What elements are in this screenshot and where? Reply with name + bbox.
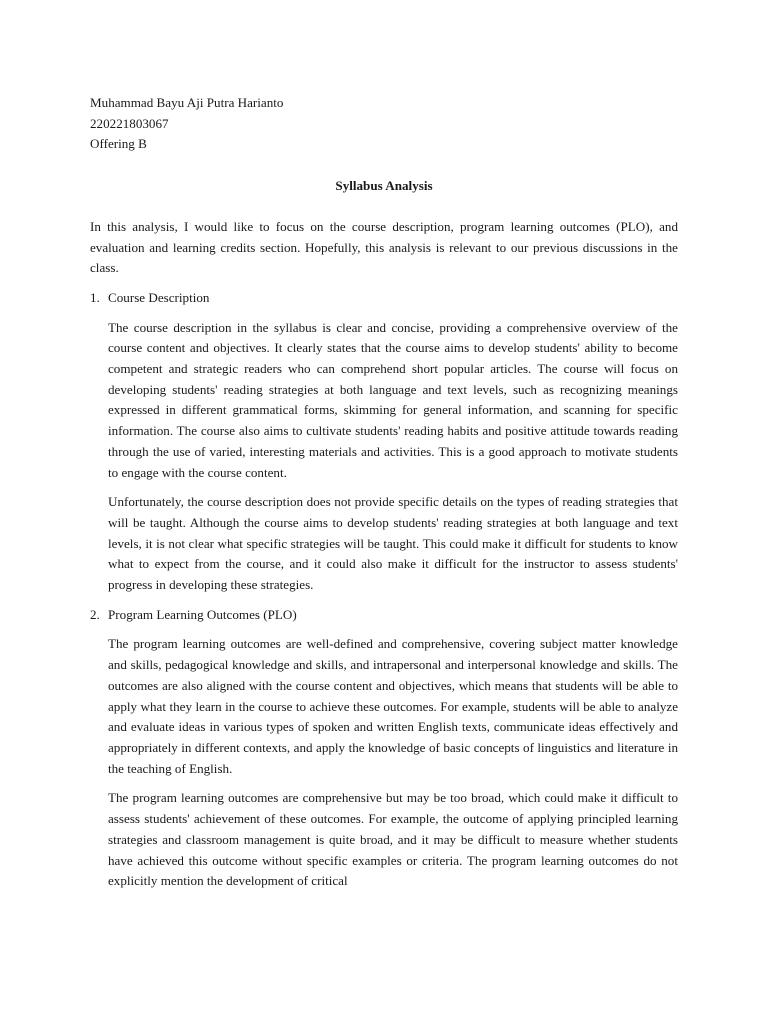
document-page — [90, 93, 678, 901]
section-heading — [90, 605, 678, 626]
body-paragraph: The program learning outcomes are well-defined and comprehensive, covering subject matter knowledge and skills, pedagogical knowledge and skills, and intrapersonal and interpersonal knowledge and skills. The outcomes are also aligned with the course content and objectives, which means that students will be able to apply what they learn in the course to achieve these outcomes. For example, students will be able to analyze and evaluate ideas in various types of spoken and written English texts, communicate ideas effectively and appropriately in different contexts, and apply the knowledge of basic concepts of linguistics and literature in the teaching of English. — [108, 636, 678, 776]
section-number: 2. — [90, 606, 100, 622]
section-number: 1. — [90, 289, 100, 305]
body-paragraph: The program learning outcomes are comprehensive but may be too broad, which could make it difficult to assess students' achievement of these outcomes. For example, the outcome of applying principled learning strategies and classroom management is quite broad, and it may be difficult to measure whether students have achieved this outcome without specific examples or criteria. The program learning outcomes do not explicitly mention the development of critical — [108, 790, 678, 889]
intro-paragraph: In this analysis, I would like to focus on the course description, program learning outcomes (PLO), and evaluation and learning credits section. Hopefully, this analysis is relevant to our previous discussions in the class. — [90, 218, 678, 276]
section-heading — [90, 288, 678, 309]
author-block — [90, 93, 678, 155]
section-title: Program Learning Outcomes (PLO) — [108, 606, 297, 622]
body-paragraph: The course description in the syllabus is clear and concise, providing a comprehensive overview of the course content and objectives. It clearly states that the course aims to develop students' ability to become competent and strategic readers who can comprehend short popular articles. The course will focus on developing students' reading strategies at both language and text levels, such as recognizing meanings expressed in different grammatical forms, skimming for general information, and scanning for specific information. The course also aims to cultivate students' reading habits and positive attitude towards reading through the use of varied, interesting materials and activities. This is a good approach to motivate students to engage with the course content. — [108, 319, 678, 480]
offering-label: Offering B — [90, 136, 147, 152]
body-paragraph: Unfortunately, the course description does not provide specific details on the types of reading strategies that will be taught. Although the course aims to develop students' reading strategies at both language and text levels, it is not clear what specific strategies will be taught. This could make it difficult for students to know what to expect from the course, and it could also make it difficult for the instructor to assess students' progress in developing these strategies. — [108, 494, 678, 593]
author-name: Muhammad Bayu Aji Putra Harianto — [90, 95, 284, 110]
section-title: Course Description — [108, 289, 210, 305]
document-title: Syllabus Analysis — [335, 178, 433, 194]
section-program-learning-outcomes — [90, 605, 678, 892]
section-course-description — [90, 288, 678, 596]
student-id: 220221803067 — [90, 115, 169, 131]
